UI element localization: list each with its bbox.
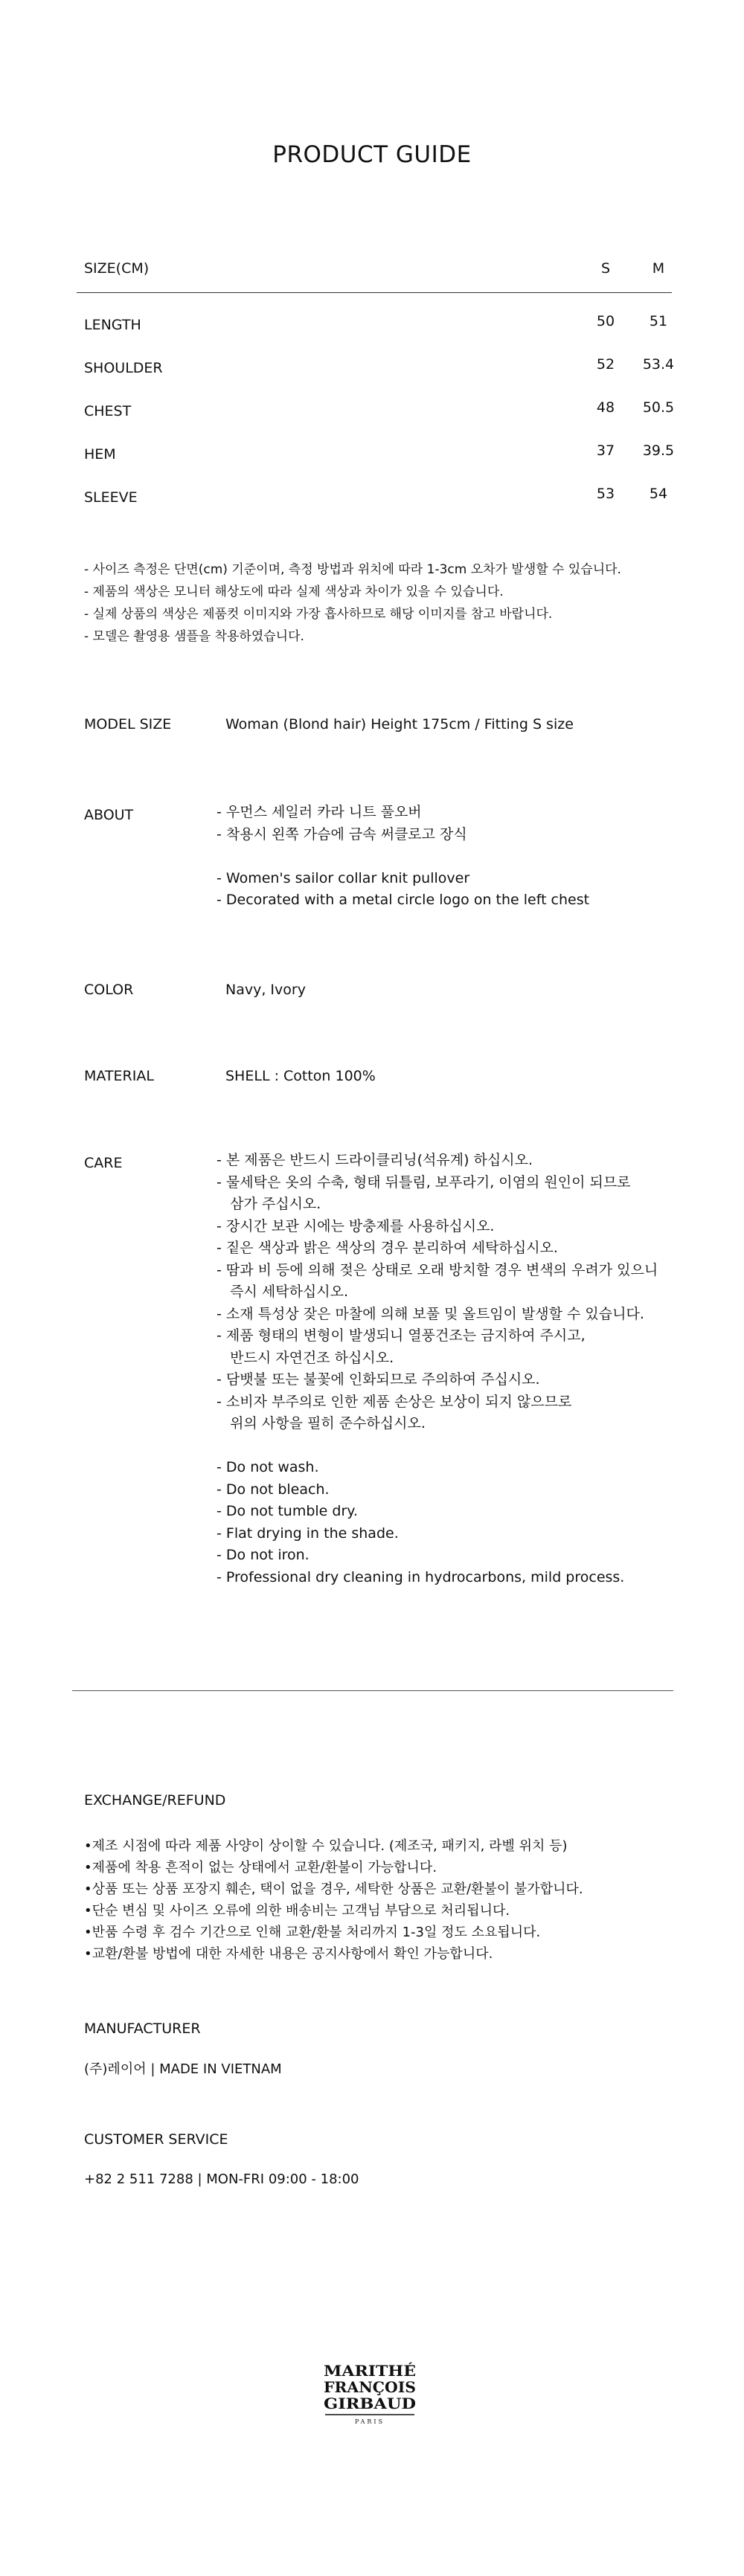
size-notes (84, 558, 621, 648)
care-line: - Do not bleach. (217, 1481, 330, 1498)
exchange-line: •상품 또는 상품 포장지 훼손, 택이 없을 경우, 세탁한 상품은 교환/환불이 불가합니다. (84, 1881, 583, 1897)
color-value: Navy, Ivory (225, 982, 306, 998)
size-row-m: 50.5 (642, 399, 675, 416)
about-line: - 착용시 왼쪽 가슴에 금속 써클로고 장식 (217, 825, 467, 843)
material-value: SHELL : Cotton 100% (225, 1068, 376, 1084)
manufacturer-label: MANUFACTURER (84, 2020, 201, 2037)
size-row-s: 37 (596, 442, 615, 459)
care-line: - Do not iron. (217, 1547, 310, 1563)
exchange-line: •제품에 착용 흔적이 없는 상태에서 교환/환불이 가능합니다. (84, 1860, 437, 1875)
care-line: - 담뱃불 또는 불꽃에 인화되므로 주의하여 주십시오. (217, 1371, 540, 1388)
size-table-divider (77, 292, 672, 293)
size-row-name: CHEST (84, 403, 132, 419)
exchange-label: EXCHANGE/REFUND (84, 1792, 226, 1809)
care-line: 위의 사항을 필히 준수하십시오. (217, 1415, 426, 1432)
exchange-line: •제조 시점에 따라 제품 사양이 상이할 수 있습니다. (제조국, 패키지, 라벨 위치 등) (84, 1838, 568, 1854)
size-row-s: 50 (596, 313, 615, 329)
size-row-length (84, 313, 670, 339)
care-line: - 제품 형태의 변형이 발생되니 열풍건조는 금지하여 주시고, (217, 1327, 586, 1344)
care-line: - 짙은 색상과 밝은 색상의 경우 분리하여 세탁하십시오. (217, 1240, 558, 1256)
customer-service-value: +82 2 511 7288 | MON-FRI 09:00 - 18:00 (84, 2171, 359, 2187)
page-title: PRODUCT GUIDE (272, 141, 472, 168)
size-row-name: LENGTH (84, 317, 141, 333)
size-col-header-s: S (600, 260, 611, 277)
care-line: - 장시간 보관 시에는 방충제를 사용하십시오. (217, 1217, 495, 1234)
note-line: - 제품의 색상은 모니터 해상도에 따라 실제 색상과 차이가 있을 수 있습니다. (84, 585, 504, 599)
size-row-s: 48 (596, 399, 615, 416)
care-line: - 소재 특성상 잦은 마찰에 의해 보풀 및 올트임이 발생할 수 있습니다. (217, 1305, 644, 1322)
care-line: - 물세탁은 옷의 수축, 형태 뒤틀림, 보푸라기, 이염의 원인이 되므로 (217, 1173, 631, 1191)
care-line: - 소비자 부주의로 인한 제품 손상은 보상이 되지 않으므로 (217, 1393, 572, 1410)
size-row-hem (84, 442, 675, 468)
care-line (217, 1435, 658, 1458)
customer-service-label: CUSTOMER SERVICE (84, 2131, 228, 2148)
size-row-s: 53 (596, 486, 615, 502)
size-row-m: 51 (649, 313, 668, 329)
care-label: CARE (84, 1155, 123, 1171)
about-line (217, 846, 589, 868)
size-row-m: 54 (649, 486, 668, 502)
material-label: MATERIAL (84, 1068, 154, 1084)
size-row-name: HEM (84, 446, 116, 463)
about-line: - Decorated with a metal circle logo on the left chest (217, 892, 590, 908)
size-row-sleeve (84, 486, 670, 512)
size-row-name: SLEEVE (84, 489, 138, 506)
about-line: - 우먼스 세일러 카라 니트 풀오버 (217, 804, 422, 820)
care-line: - Flat drying in the shade. (217, 1524, 399, 1542)
note-line: - 사이즈 측정은 단면(cm) 기준이며, 측정 방법과 위치에 따라 1-3cm 오차가 발생할 수 있습니다. (84, 562, 621, 577)
note-line: - 모델은 촬영용 샘플을 착용하였습니다. (84, 629, 304, 644)
exchange-list (84, 1835, 583, 1965)
logo-line-2: FRANÇOIS (324, 2378, 416, 2396)
brand-logo-mark (318, 2360, 422, 2428)
about-list (217, 802, 589, 912)
size-row-chest (84, 399, 675, 425)
size-row-shoulder (84, 356, 675, 382)
note-line: - 실제 상품의 색상은 제품컷 이미지와 가장 흡사하므로 해당 이미지를 참고 바랍니다. (84, 607, 553, 622)
logo-line-1: MARITHÉ (324, 2362, 416, 2380)
size-col-header-label: SIZE(CM) (84, 260, 150, 277)
logo-line-3: GIRBAUD (324, 2395, 416, 2412)
color-label: COLOR (84, 982, 134, 998)
brand-logo (318, 2360, 422, 2428)
care-line: - 땀과 비 등에 의해 젖은 상태로 오래 방치할 경우 변색의 우려가 있으니 (217, 1261, 658, 1278)
care-line: - Do not tumble dry. (217, 1503, 358, 1519)
exchange-line: •교환/환불 방법에 대한 자세한 내용은 공지사항에서 확인 가능합니다. (84, 1946, 493, 1962)
manufacturer-value: (주)레이어 | MADE IN VIETNAM (84, 2061, 282, 2077)
care-line: 삼가 주십시오. (217, 1196, 321, 1212)
exchange-line: •반품 수령 후 검수 기간으로 인해 교환/환불 처리까지 1-3일 정도 소요됩니다. (84, 1925, 541, 1940)
about-line: - Women's sailor collar knit pullover (217, 869, 470, 886)
size-col-header-m: M (652, 260, 665, 277)
size-row-name: SHOULDER (84, 360, 163, 376)
model-size-label: MODEL SIZE (84, 716, 172, 732)
size-row-m: 53.4 (642, 356, 675, 373)
care-line: 즉시 세탁하십시오. (217, 1284, 349, 1300)
model-size-value: Woman (Blond hair) Height 175cm / Fitting S size (225, 716, 574, 732)
care-line: - Do not wash. (217, 1459, 319, 1475)
exchange-line: •단순 변심 및 사이즈 오류에 의한 배송비는 고객님 부담으로 처리됩니다. (84, 1903, 510, 1919)
about-label: ABOUT (84, 807, 134, 823)
section-divider (72, 1690, 673, 1691)
care-line: - 본 제품은 반드시 드라이클리닝(석유계) 하십시오. (217, 1152, 533, 1168)
size-row-s: 52 (596, 356, 615, 373)
care-line: 반드시 자연건조 하십시오. (217, 1349, 394, 1366)
care-line: - Professional dry cleaning in hydrocarbons, mild process. (217, 1568, 625, 1585)
size-row-m: 39.5 (642, 442, 675, 459)
care-list (217, 1150, 658, 1588)
logo-tag: PARIS (354, 2418, 385, 2425)
